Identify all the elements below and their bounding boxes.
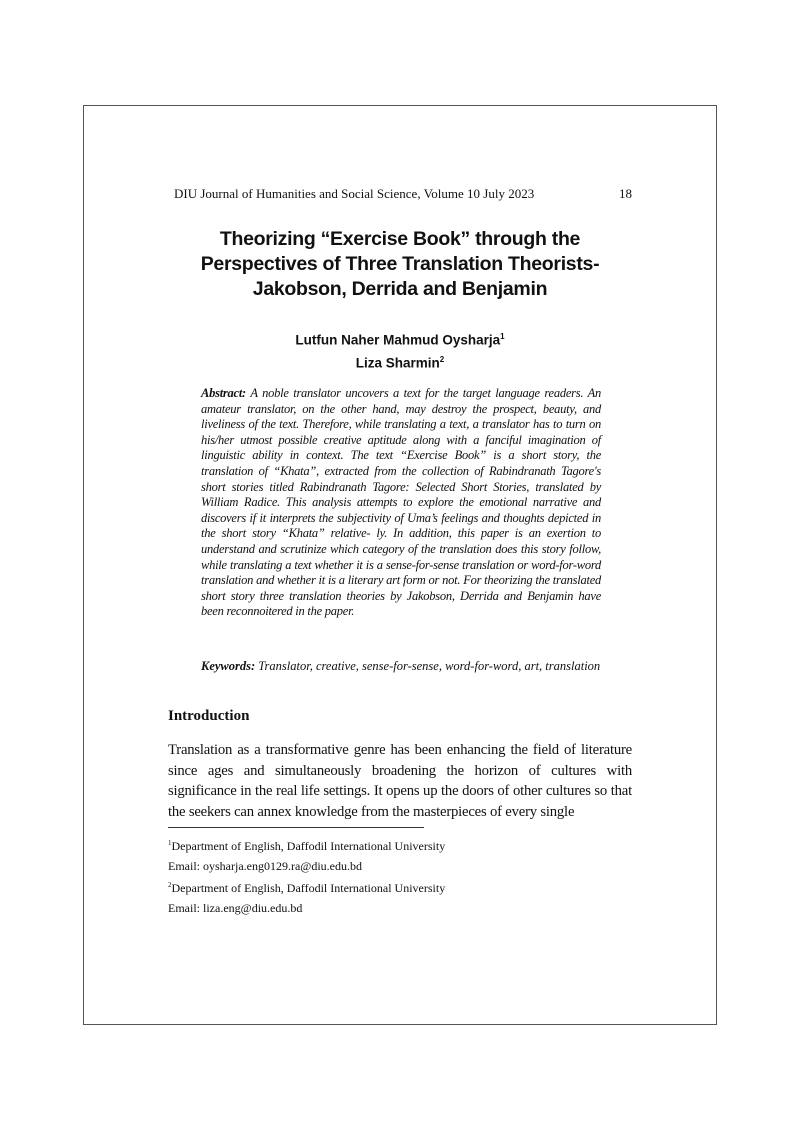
abstract-text: A noble translator uncovers a text for the target language readers. An amateur translator, on the other hand, may destroy the prospect, beauty, and liveliness of the text. Therefore, while translating a text, a translator has to turn on his/her utmost possible creative aptitude along with a fanciful imagination of linguistic ability in context. The text “Exercise Book” is a short story, the translation of “Khata”, extracted from the collection of Rabindranath Tagore's short stories titled Rabindranath Tagore: Selected Short Stories, translated by William Radice. This analysis attempts to explore the emotional narrative and discovers if it interprets the subjectivity of Uma’s feelings and thoughts depicted in the short story “Khata” relative- ly. In addition, this paper is an exertion to understand and scrutinize which category of the translation does this story follow, while translating a text whether it is a sense-for-sense translation or word-for-word translation and whether it is a literary art form or not. For theorizing the translated short story three translation theories by Jakobson, Derrida and Benjamin have been reconnoitered in the paper. [201, 386, 601, 619]
footnote-1 [168, 834, 632, 857]
abstract [201, 386, 601, 620]
introduction-heading: Introduction [168, 708, 250, 724]
title-line-1: Theorizing “Exercise Book” through the [219, 228, 581, 250]
footnote-text: Email: liza.eng@diu.edu.bd [168, 900, 303, 915]
author-affiliation-mark: 1 [500, 332, 505, 341]
footnote-mark: 1 [168, 839, 172, 847]
footnote-mark: 2 [168, 881, 172, 889]
keywords [201, 659, 601, 675]
page-number: 18 [619, 186, 632, 201]
footnote-2-email [168, 899, 632, 919]
footnote-divider [168, 827, 424, 828]
keywords-text: Translator, creative, sense-for-sense, word-for-word, art, translation [258, 659, 601, 673]
footnote-text: Department of English, Daffodil International University [171, 839, 446, 853]
title-line-2: Perspectives of Three Translation Theorists- [200, 253, 600, 275]
footnotes [168, 834, 632, 918]
author-list [170, 327, 630, 372]
abstract-label: Abstract: [201, 386, 246, 400]
footnote-1-email [168, 857, 632, 877]
author-name: Liza Sharmin [355, 355, 440, 370]
author-affiliation-mark: 2 [439, 354, 445, 364]
author-1 [170, 327, 630, 350]
title-line-3: Jakobson, Derrida and Benjamin [252, 278, 548, 300]
footnote-text: Email: oysharja.eng0129.ra@diu.edu.bd [168, 858, 363, 873]
author-2 [170, 350, 630, 373]
introduction-paragraph: Translation as a transformative genre has been enhancing the field of literature since ages and simultaneously broadening the horizon of cultures with significance in the real life settings. It opens up the doors of other cultures so that the seekers can annex knowledge from the masterpieces of every single [168, 742, 632, 820]
footnote-2 [168, 876, 632, 899]
paper-title [170, 227, 630, 302]
running-header [174, 186, 632, 202]
author-name: Lutfun Naher Mahmud Oysharja [295, 332, 501, 348]
journal-citation: DIU Journal of Humanities and Social Science, Volume 10 July 2023 [174, 186, 535, 201]
footnote-text: Department of English, Daffodil International University [171, 881, 446, 895]
keywords-label: Keywords: [201, 659, 256, 673]
